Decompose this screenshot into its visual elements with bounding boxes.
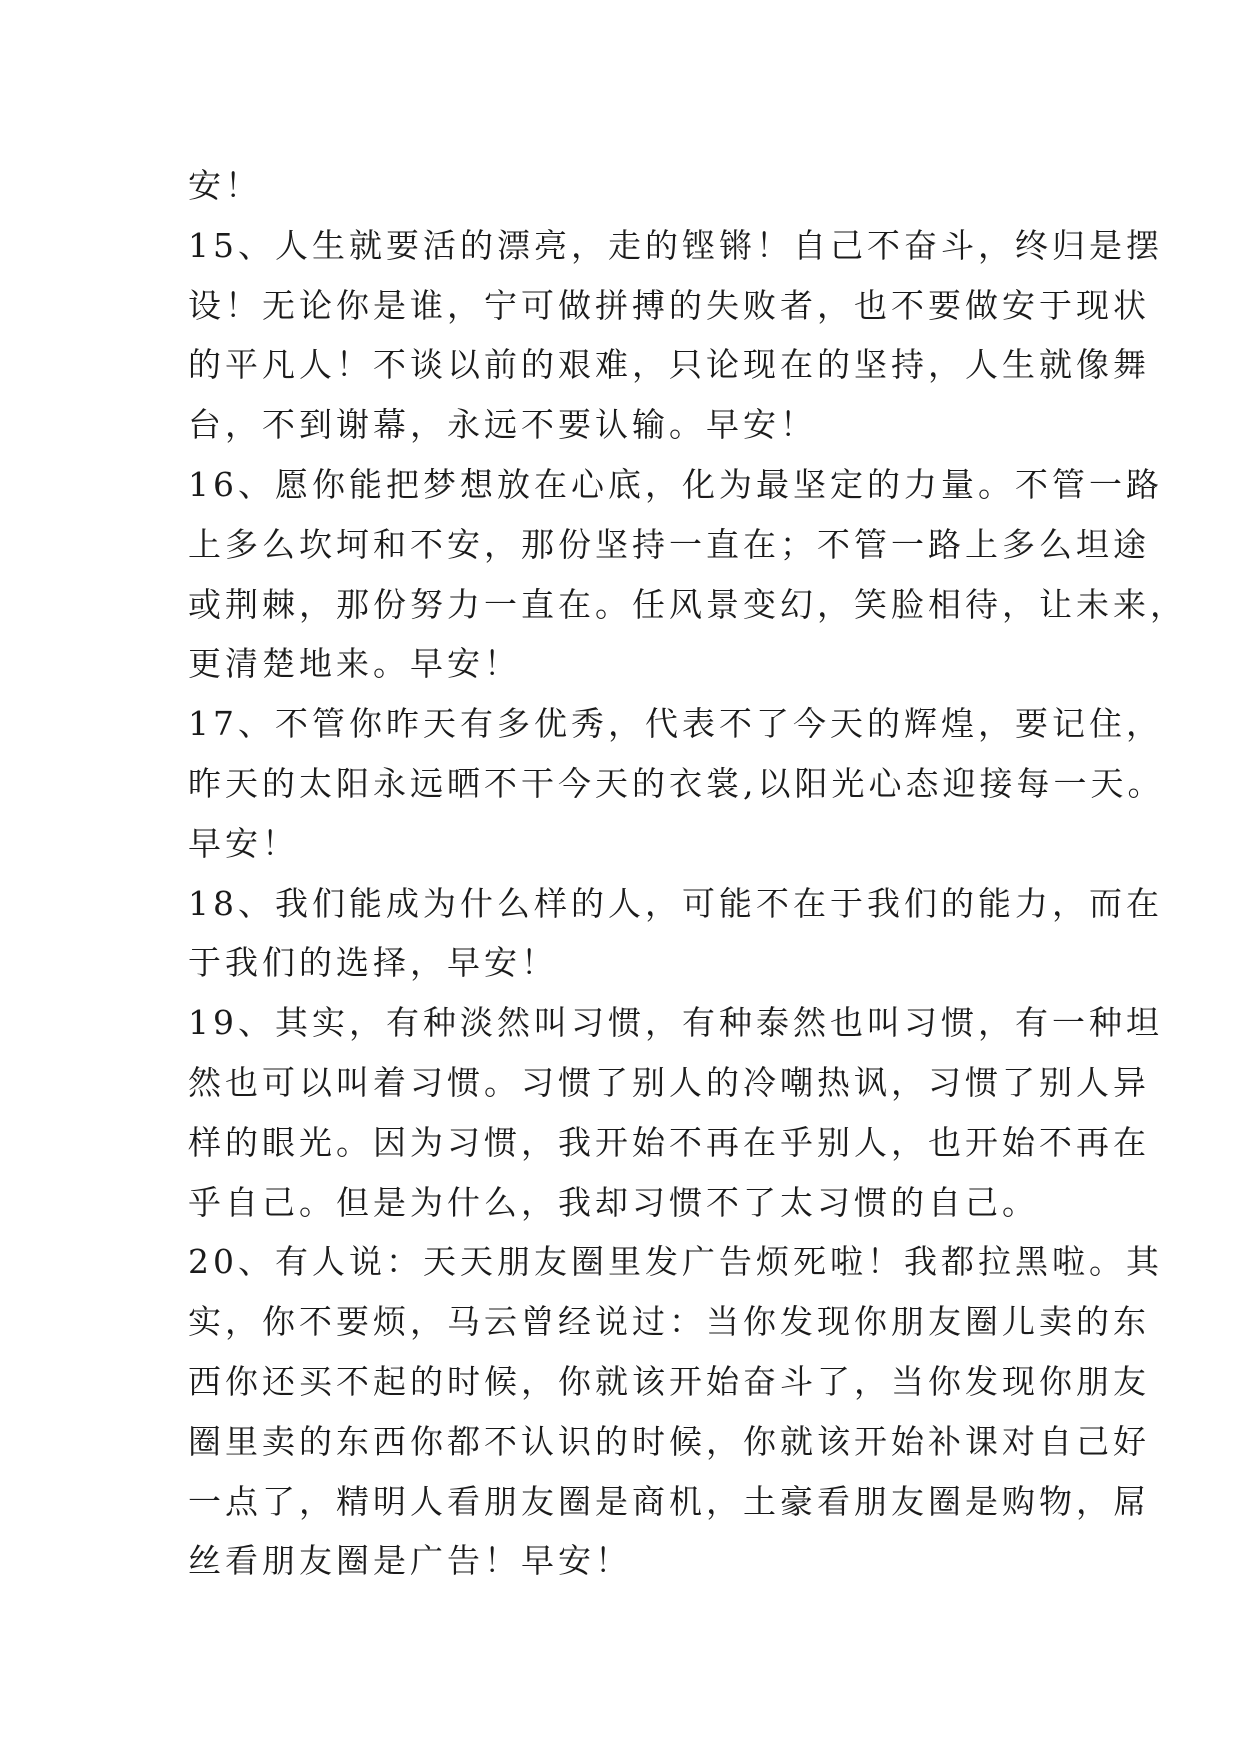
- text-line: 20、有人说：天天朋友圈里发广告烦死啦！我都拉黑啦。其: [188, 1242, 1163, 1282]
- text-line: 圈里卖的东西你都不认识的时候，你就该开始补课对自己好: [188, 1421, 1150, 1461]
- text-line: 乎自己。但是为什么，我却习惯不了太习惯的自己。: [188, 1182, 1039, 1222]
- text-line: 18、我们能成为什么样的人，可能不在于我们的能力，而在: [188, 883, 1163, 923]
- text-line: 19、其实，有种淡然叫习惯，有种泰然也叫习惯，有一种坦: [188, 1003, 1163, 1043]
- text-line: 昨天的太阳永远晒不干今天的衣裳,以阳光心态迎接每一天。: [188, 763, 1165, 803]
- text-line: 丝看朋友圈是广告！早安！: [188, 1541, 632, 1581]
- text-line: 上多么坎坷和不安，那份坚持一直在；不管一路上多么坦途: [188, 524, 1150, 564]
- text-line: 的平凡人！不谈以前的艰难，只论现在的坚持，人生就像舞: [188, 345, 1150, 385]
- text-line: 设！无论你是谁，宁可做拼搏的失败者，也不要做安于现状: [188, 285, 1150, 325]
- text-line: 样的眼光。因为习惯，我开始不再在乎别人，也开始不再在: [188, 1122, 1150, 1162]
- text-line: 一点了，精明人看朋友圈是商机，土豪看朋友圈是购物，屌: [188, 1481, 1150, 1521]
- text-line: 更清楚地来。早安！: [188, 644, 521, 684]
- text-line: 台，不到谢幕，永远不要认输。早安！: [188, 405, 817, 445]
- text-line: 然也可以叫着习惯。习惯了别人的冷嘲热讽，习惯了别人异: [188, 1062, 1150, 1102]
- text-line: 15、人生就要活的漂亮，走的铿锵！自己不奋斗，终归是摆: [188, 225, 1163, 265]
- text-line: 于我们的选择，早安！: [188, 943, 558, 983]
- text-line: 实，你不要烦，马云曾经说过：当你发现你朋友圈儿卖的东: [188, 1302, 1150, 1342]
- text-line: 西你还买不起的时候，你就该开始奋斗了，当你发现你朋友: [188, 1361, 1150, 1401]
- text-line: 17、不管你昨天有多优秀，代表不了今天的辉煌，要记住，: [188, 704, 1163, 744]
- body-text: [188, 156, 1187, 1591]
- text-line: 安！: [188, 166, 262, 205]
- text-line: 16、愿你能把梦想放在心底，化为最坚定的力量。不管一路: [188, 464, 1163, 504]
- text-line: 早安！: [188, 823, 299, 863]
- text-line: 或荆棘，那份努力一直在。任风景变幻，笑脸相待，让未来，: [188, 584, 1187, 624]
